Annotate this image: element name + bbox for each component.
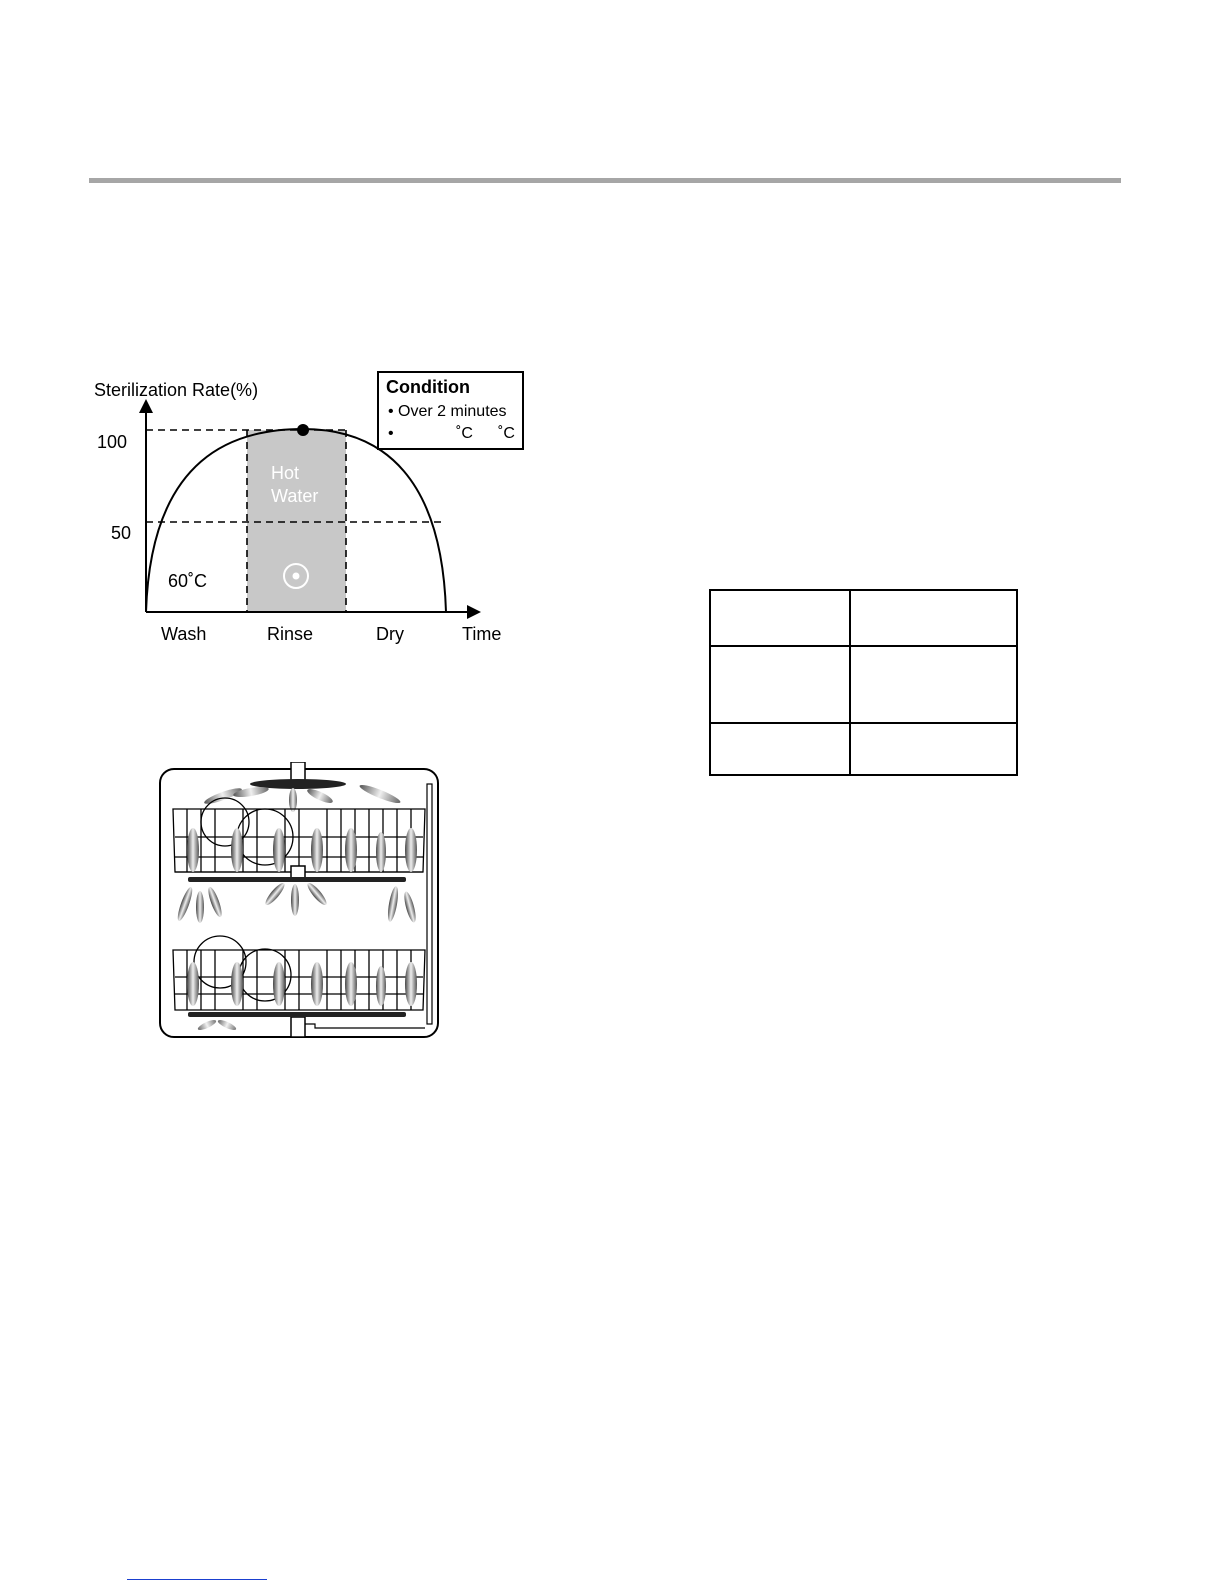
bottom-pipe — [291, 1017, 305, 1037]
x-axis-label: Time — [462, 624, 502, 644]
condition-line2-bullet: • — [388, 425, 394, 442]
footer-link-underline[interactable] — [127, 1579, 267, 1580]
y-axis-arrow-icon — [139, 399, 153, 413]
condition-line2-unit1: ˚C — [456, 425, 473, 442]
hot-water-region — [247, 430, 346, 612]
table-cell — [850, 723, 1017, 775]
wash-temperature-label: 60˚C — [168, 571, 208, 591]
lower-spray-arm — [188, 1012, 406, 1017]
table-cell — [850, 590, 1017, 646]
x-label-rinse: Rinse — [267, 624, 314, 644]
y-axis-label: Sterilization Rate(%) — [94, 380, 259, 400]
table-cell — [710, 590, 850, 646]
table-row — [710, 646, 1017, 723]
table-row — [710, 723, 1017, 775]
x-axis-arrow-icon — [467, 605, 481, 619]
peak-marker — [297, 424, 309, 436]
spec-table — [709, 589, 1018, 776]
hot-water-label-line2: Water — [271, 486, 319, 506]
table-cell — [850, 646, 1017, 723]
table-cell — [710, 646, 850, 723]
dishwasher-rack-illustration — [155, 762, 445, 1042]
hot-water-label-line1: Hot — [271, 463, 300, 483]
condition-line1: • Over 2 minutes — [388, 403, 507, 420]
middle-spray-arm — [188, 877, 406, 882]
y-tick-50: 50 — [111, 523, 132, 543]
table-cell — [710, 723, 850, 775]
x-label-dry: Dry — [376, 624, 404, 644]
top-divider — [89, 178, 1121, 183]
condition-line2-unit2: ˚C — [498, 425, 515, 442]
target-icon-center — [293, 573, 300, 580]
x-label-wash: Wash — [161, 624, 207, 644]
condition-box — [378, 372, 523, 449]
table-row — [710, 590, 1017, 646]
condition-title: Condition — [386, 377, 470, 397]
y-tick-100: 100 — [97, 432, 128, 452]
sterilization-chart — [85, 365, 535, 655]
